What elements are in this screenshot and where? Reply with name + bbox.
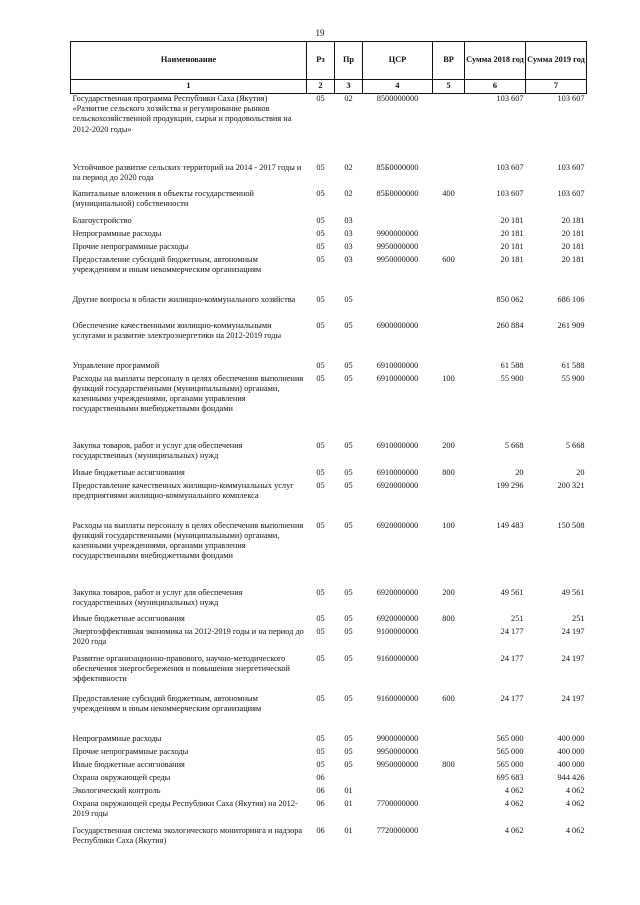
row-sum-2018: 24 177 [500, 653, 524, 663]
row-sum-2019: 20 181 [561, 241, 585, 251]
row-csr: 85Б0000000 [376, 188, 419, 198]
row-csr: 9900000000 [376, 228, 419, 238]
row-name: Государственная программа Республики Саха (Якутия) «Развитие сельского хозяйства и регулирование рынков сельскохозяйственной продукции, сырья и продовольствия на 2012-2020 годы» [72, 94, 292, 134]
row-vr [433, 786, 465, 799]
row-csr: 9900000000 [376, 733, 419, 743]
row-vr: 600 [442, 693, 455, 703]
row-sum-2018: 20 181 [500, 241, 524, 251]
row-name: Управление программой [72, 360, 160, 370]
row-pr: 02 [344, 162, 353, 172]
header-csr: ЦСР [363, 42, 433, 80]
row-csr [363, 773, 433, 786]
column-number: 1 [71, 80, 307, 94]
row-vr [433, 826, 465, 853]
row-rz: 05 [316, 215, 325, 225]
row-csr: 6920000000 [376, 480, 419, 490]
row-pr: 05 [344, 587, 353, 597]
row-sum-2019: 400 000 [557, 759, 585, 769]
row-rz: 05 [316, 320, 325, 330]
header-sum-2019: Сумма 2019 год [526, 42, 587, 80]
row-sum-2018: 251 [511, 613, 524, 623]
row-name: Непрограммные расходы [72, 733, 162, 743]
row-csr: 7720000000 [376, 825, 419, 835]
row-pr [335, 773, 363, 786]
row-rz: 05 [316, 373, 325, 383]
row-rz: 05 [316, 94, 325, 103]
row-pr: 05 [344, 520, 353, 530]
row-pr: 03 [344, 228, 353, 238]
row-sum-2019: 24 197 [561, 653, 585, 663]
row-vr [433, 163, 465, 189]
row-name: Предоставление качественных жилищно-коммунальных услуг предприятиями жилищно-коммунального комплекса [72, 480, 294, 500]
column-number: 3 [335, 80, 363, 94]
row-sum-2019: 103 607 [557, 162, 585, 172]
row-sum-2018: 20 181 [500, 215, 524, 225]
row-name: Иные бюджетные ассигнования [72, 613, 185, 623]
row-csr: 9100000000 [376, 626, 419, 636]
row-vr: 100 [442, 520, 455, 530]
row-vr [433, 747, 465, 760]
row-rz: 05 [316, 228, 325, 238]
row-rz: 05 [316, 162, 325, 172]
row-rz: 05 [316, 241, 325, 251]
row-sum-2019: 103 607 [557, 188, 585, 198]
row-sum-2018: 4 062 [504, 825, 524, 835]
row-pr: 03 [344, 241, 353, 251]
row-pr: 01 [344, 785, 353, 795]
table-row [71, 481, 587, 521]
row-pr: 05 [344, 320, 353, 330]
row-csr [363, 786, 433, 799]
row-name: Предоставление субсидий бюджетным, автономным учреждениям и иным некоммерческим организациям [72, 693, 262, 713]
row-rz: 05 [316, 746, 325, 756]
row-vr [433, 94, 465, 163]
row-sum-2019: 150 508 [557, 520, 585, 530]
row-sum-2018: 49 561 [500, 587, 524, 597]
row-pr: 05 [344, 653, 353, 663]
row-name: Предоставление субсидий бюджетным, автономным учреждениям и иным некоммерческим организациям [72, 254, 262, 274]
row-sum-2019: 4 062 [565, 825, 585, 835]
row-rz: 05 [316, 254, 325, 264]
header-pr: Пр [335, 42, 363, 80]
row-pr: 05 [344, 373, 353, 383]
table-header-row [71, 42, 587, 80]
row-vr [433, 295, 465, 321]
row-sum-2018: 61 588 [500, 360, 524, 370]
row-sum-2019: 103 607 [557, 94, 585, 103]
column-number: 4 [363, 80, 433, 94]
row-name: Капитальные вложения в объекты государственной (муниципальной) собственности [72, 188, 254, 208]
row-rz: 05 [316, 520, 325, 530]
header-name: Наименование [71, 42, 307, 80]
row-vr [433, 481, 465, 521]
row-csr: 6910000000 [376, 360, 419, 370]
row-vr [433, 242, 465, 255]
page-number: 19 [315, 28, 325, 38]
row-sum-2018: 20 181 [500, 228, 524, 238]
row-sum-2018: 565 000 [496, 746, 524, 756]
row-vr: 800 [442, 467, 455, 477]
row-name: Развитие организационно-правового, научно-методического обеспечения энергосбережения и повышения энергетической эффективности [72, 653, 290, 683]
row-csr: 6920000000 [376, 587, 419, 597]
row-name: Охрана окружающей среды Республики Саха (Якутия) на 2012-2019 годы [72, 798, 298, 818]
row-name: Обеспечение качественными жилищно-коммунальными услугами и развитие электроэнергетики на 2012-2019 годы [72, 320, 282, 340]
row-name: Непрограммные расходы [72, 228, 162, 238]
header-sum-2018: Сумма 2018 год [465, 42, 526, 80]
row-name: Охрана окружающей среды [72, 772, 171, 782]
table-row [71, 799, 587, 826]
row-name: Устойчивое развитие сельских территорий на 2014 - 2017 годы и на период до 2020 года [72, 162, 302, 182]
row-rz: 05 [316, 440, 325, 450]
row-vr [433, 361, 465, 374]
table-body [71, 94, 587, 853]
row-sum-2018: 20 [515, 467, 524, 477]
table-row [71, 321, 587, 361]
row-pr: 05 [344, 693, 353, 703]
row-sum-2018: 695 683 [496, 772, 524, 782]
header-vr: ВР [433, 42, 465, 80]
row-sum-2018: 24 177 [500, 693, 524, 703]
table-row [71, 521, 587, 588]
table-row [71, 216, 587, 229]
table-row [71, 189, 587, 216]
row-sum-2018: 260 884 [496, 320, 524, 330]
row-name: Государственная система экологического мониторинга и надзора Республики Саха (Якутия) [72, 825, 303, 845]
row-sum-2018: 4 062 [504, 798, 524, 808]
table-row [71, 242, 587, 255]
row-pr: 02 [344, 94, 353, 103]
row-csr: 9950000000 [376, 746, 419, 756]
row-sum-2018: 850 062 [496, 294, 524, 304]
row-sum-2019: 5 668 [565, 440, 585, 450]
row-rz: 05 [316, 733, 325, 743]
row-sum-2018: 149 483 [496, 520, 524, 530]
row-name: Благоустройство [72, 215, 132, 225]
row-csr: 8500000000 [376, 94, 419, 103]
row-sum-2018: 103 607 [496, 162, 524, 172]
row-sum-2019: 4 062 [565, 798, 585, 808]
row-csr: 9160000000 [376, 693, 419, 703]
row-name: Энергоэффективная экономика на 2012-2019 годы и на период до 2020 года [72, 626, 304, 646]
row-sum-2019: 20 [576, 467, 585, 477]
budget-table [70, 41, 587, 853]
row-rz: 05 [316, 693, 325, 703]
row-vr: 200 [442, 587, 455, 597]
row-csr: 6920000000 [376, 520, 419, 530]
row-csr: 6920000000 [376, 613, 419, 623]
row-sum-2019: 4 062 [565, 785, 585, 795]
row-pr: 05 [344, 626, 353, 636]
row-pr: 05 [344, 440, 353, 450]
row-pr: 03 [344, 254, 353, 264]
row-vr: 400 [442, 188, 455, 198]
row-csr: 9950000000 [376, 254, 419, 264]
row-sum-2018: 55 900 [500, 373, 524, 383]
row-vr: 100 [442, 373, 455, 383]
table-row [71, 826, 587, 853]
table-row [71, 734, 587, 747]
row-rz: 05 [316, 759, 325, 769]
row-sum-2019: 400 000 [557, 746, 585, 756]
row-sum-2019: 261 909 [557, 320, 585, 330]
row-sum-2018: 199 296 [496, 480, 524, 490]
row-sum-2018: 20 181 [500, 254, 524, 264]
row-rz: 05 [316, 360, 325, 370]
column-number: 6 [465, 80, 526, 94]
table-row [71, 614, 587, 627]
row-vr: 200 [442, 440, 455, 450]
row-vr: 600 [442, 254, 455, 264]
row-pr: 03 [344, 215, 353, 225]
row-rz: 05 [316, 294, 325, 304]
row-pr: 05 [344, 613, 353, 623]
row-pr: 02 [344, 188, 353, 198]
table-row [71, 747, 587, 760]
row-sum-2019: 686 106 [557, 294, 585, 304]
row-sum-2018: 565 000 [496, 759, 524, 769]
row-rz: 05 [316, 188, 325, 198]
row-name: Расходы на выплаты персоналу в целях обеспечения выполнения функций государственными (муниципальными) органами, казенными учреждениями, органами управления государственными внебюджетными фондами [72, 520, 304, 561]
row-sum-2018: 565 000 [496, 733, 524, 743]
table-row [71, 627, 587, 654]
row-csr: 9160000000 [376, 653, 419, 663]
row-name: Закупка товаров, работ и услуг для обеспечения государственных (муниципальных) нужд [72, 440, 243, 460]
row-vr [433, 734, 465, 747]
header-rz: Рз [307, 42, 335, 80]
row-name: Другие вопросы в области жилищно-коммунального хозяйства [72, 294, 296, 304]
row-rz: 06 [316, 825, 325, 835]
row-pr: 01 [344, 798, 353, 808]
row-csr: 85Б0000000 [376, 162, 419, 172]
row-csr: 6910000000 [376, 373, 419, 383]
row-sum-2018: 103 607 [496, 188, 524, 198]
row-sum-2019: 944 426 [557, 772, 585, 782]
row-rz: 05 [316, 613, 325, 623]
row-rz: 05 [316, 467, 325, 477]
row-pr: 05 [344, 360, 353, 370]
row-vr [433, 229, 465, 242]
row-sum-2019: 251 [572, 613, 585, 623]
row-pr: 05 [344, 746, 353, 756]
row-csr: 9950000000 [376, 759, 419, 769]
column-number: 2 [307, 80, 335, 94]
row-rz: 05 [316, 480, 325, 490]
row-sum-2019: 200 321 [557, 480, 585, 490]
table-row [71, 468, 587, 481]
row-sum-2019: 20 181 [561, 254, 585, 264]
row-vr [433, 321, 465, 361]
row-sum-2018: 103 607 [496, 94, 524, 103]
row-name: Прочие непрограммные расходы [72, 746, 189, 756]
row-vr: 800 [442, 613, 455, 623]
table-row [71, 229, 587, 242]
table-row [71, 786, 587, 799]
row-sum-2019: 49 561 [561, 587, 585, 597]
row-csr: 7700000000 [376, 798, 419, 808]
row-sum-2019: 55 900 [561, 373, 585, 383]
row-vr: 800 [442, 759, 455, 769]
table-row [71, 654, 587, 694]
row-pr: 05 [344, 480, 353, 490]
row-csr [363, 295, 433, 321]
row-vr [433, 627, 465, 654]
row-vr [433, 216, 465, 229]
row-pr: 05 [344, 467, 353, 477]
row-rz: 05 [316, 626, 325, 636]
table-row [71, 361, 587, 374]
table-row [71, 773, 587, 786]
table-row [71, 374, 587, 441]
row-name: Экологический контроль [72, 785, 161, 795]
row-name: Иные бюджетные ассигнования [72, 467, 185, 477]
table-row [71, 760, 587, 773]
row-vr [433, 654, 465, 694]
column-number: 5 [433, 80, 465, 94]
row-rz: 06 [316, 798, 325, 808]
row-pr: 01 [344, 825, 353, 835]
row-vr [433, 799, 465, 826]
row-pr: 05 [344, 759, 353, 769]
row-rz: 05 [316, 587, 325, 597]
table-row [71, 295, 587, 321]
column-number-row [71, 80, 587, 94]
table-row [71, 588, 587, 614]
row-name: Расходы на выплаты персоналу в целях обеспечения выполнения функций государственными (муниципальными) органами, казенными учреждениями, органами управления государственными внебюджетными фондами [72, 373, 304, 414]
row-rz: 06 [316, 772, 325, 782]
row-rz: 05 [316, 653, 325, 663]
row-sum-2018: 4 062 [504, 785, 524, 795]
table-row [71, 94, 587, 163]
row-csr: 9950000000 [376, 241, 419, 251]
row-sum-2019: 24 197 [561, 693, 585, 703]
row-name: Прочие непрограммные расходы [72, 241, 189, 251]
row-sum-2019: 61 588 [561, 360, 585, 370]
row-pr: 05 [344, 733, 353, 743]
row-sum-2019: 20 181 [561, 228, 585, 238]
column-number: 7 [526, 80, 587, 94]
table-row [71, 255, 587, 295]
row-sum-2018: 5 668 [504, 440, 524, 450]
row-sum-2018: 24 177 [500, 626, 524, 636]
row-rz: 06 [316, 785, 325, 795]
row-pr: 05 [344, 294, 353, 304]
row-csr [363, 216, 433, 229]
row-sum-2019: 24 197 [561, 626, 585, 636]
row-csr: 6910000000 [376, 467, 419, 477]
row-name: Закупка товаров, работ и услуг для обеспечения государственных (муниципальных) нужд [72, 587, 243, 607]
row-sum-2019: 20 181 [561, 215, 585, 225]
row-csr: 6900000000 [376, 320, 419, 330]
row-sum-2019: 400 000 [557, 733, 585, 743]
row-csr: 6910000000 [376, 440, 419, 450]
row-vr [433, 773, 465, 786]
row-name: Иные бюджетные ассигнования [72, 759, 185, 769]
table-row [71, 163, 587, 189]
table-row [71, 441, 587, 468]
table-row [71, 694, 587, 734]
